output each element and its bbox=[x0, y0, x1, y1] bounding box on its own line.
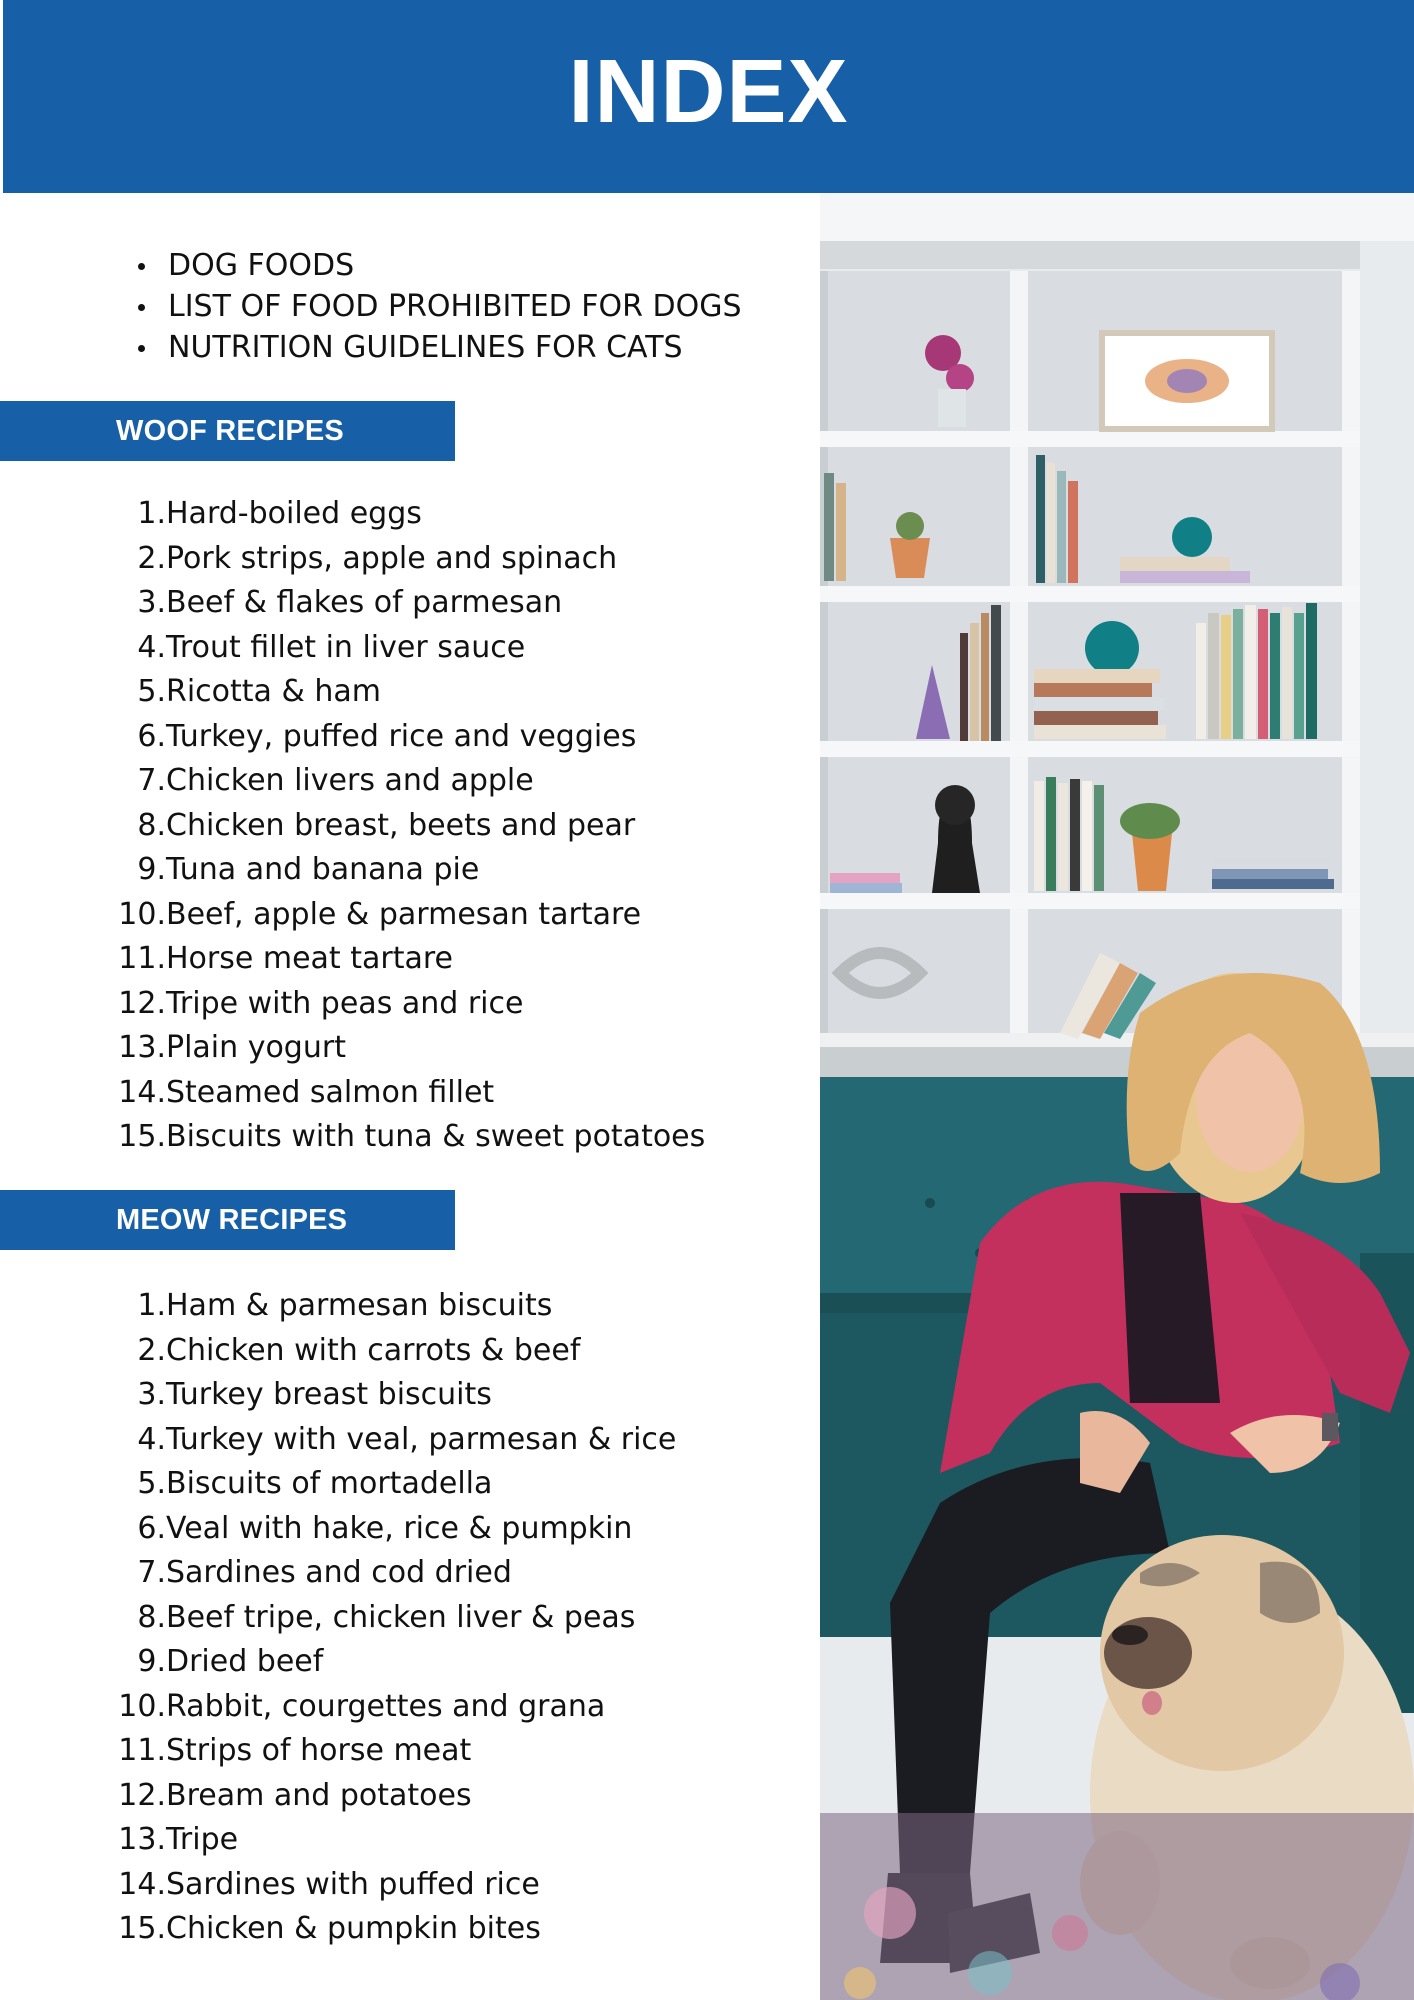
recipe-item bbox=[0, 893, 705, 938]
recipe-item bbox=[0, 1329, 676, 1374]
recipe-item bbox=[0, 537, 705, 582]
bookcase-edge bbox=[820, 271, 828, 1041]
recipe-title: Beef & flakes of parmesan bbox=[166, 585, 563, 620]
recipe-number: 4. bbox=[137, 1421, 166, 1457]
terracotta-pot bbox=[890, 538, 930, 578]
recipe-title: Beef, apple & parmesan tartare bbox=[166, 896, 642, 932]
watch bbox=[1322, 1413, 1338, 1441]
book bbox=[1034, 781, 1044, 891]
book bbox=[1068, 481, 1078, 583]
recipe-number: 5. bbox=[137, 1466, 166, 1501]
recipe-item bbox=[0, 715, 705, 760]
recipe-item bbox=[0, 1640, 676, 1685]
recipe-title: Steamed salmon fillet bbox=[166, 1074, 495, 1110]
recipe-title: Chicken breast, beets and pear bbox=[166, 807, 636, 843]
woman-with-dog-photo bbox=[820, 193, 1414, 2000]
recipe-title: Trout fillet in liver sauce bbox=[166, 629, 526, 665]
recipe-title: Chicken with carrots & beef bbox=[166, 1332, 581, 1368]
recipe-number: 9. bbox=[137, 1644, 166, 1679]
recipe-item bbox=[0, 1373, 676, 1418]
meow-recipe-list bbox=[0, 1284, 676, 1952]
recipe-item bbox=[0, 670, 705, 715]
hanging-plant bbox=[1120, 803, 1180, 839]
sofa-button bbox=[925, 1198, 935, 1208]
recipe-item bbox=[0, 626, 705, 671]
recipe-title: Beef tripe, chicken liver & peas bbox=[166, 1599, 636, 1635]
recipe-title: Chicken & pumpkin bites bbox=[166, 1911, 541, 1946]
recipe-title: Dried beef bbox=[166, 1644, 324, 1679]
book-stack bbox=[1034, 669, 1160, 683]
recipe-item bbox=[0, 1115, 705, 1160]
bullet-item: LIST OF FOOD PROHIBITED FOR DOGS bbox=[134, 286, 742, 327]
recipe-item bbox=[0, 1462, 676, 1507]
recipe-item bbox=[0, 1863, 676, 1908]
photo-illustration bbox=[820, 193, 1414, 2000]
recipe-title: Tuna and banana pie bbox=[166, 852, 480, 887]
woof-recipes-heading bbox=[0, 401, 455, 461]
recipe-title: Tripe bbox=[166, 1822, 239, 1857]
recipe-title: Turkey breast biscuits bbox=[166, 1377, 492, 1412]
recipe-item bbox=[0, 581, 705, 626]
recipe-title: Ricotta & ham bbox=[166, 674, 382, 709]
recipe-number: 15. bbox=[118, 1911, 166, 1946]
woof-recipes-title: WOOF RECIPES bbox=[116, 414, 344, 447]
recipe-number: 12. bbox=[118, 1777, 166, 1813]
recipe-number: 5. bbox=[137, 674, 166, 709]
recipe-item bbox=[0, 1685, 676, 1730]
book bbox=[960, 633, 968, 741]
bookcase-side bbox=[1342, 271, 1360, 1041]
recipe-title: Rabbit, courgettes and grana bbox=[166, 1688, 606, 1724]
recipe-title: Strips of horse meat bbox=[166, 1733, 472, 1768]
recipe-item bbox=[0, 759, 705, 804]
recipe-title: Turkey with veal, parmesan & rice bbox=[166, 1421, 677, 1457]
recipe-number: 4. bbox=[137, 629, 166, 665]
recipe-number: 13. bbox=[118, 1030, 166, 1065]
recipe-title: Tripe with peas and rice bbox=[166, 985, 524, 1021]
recipe-item bbox=[0, 848, 705, 893]
recipe-number: 13. bbox=[118, 1822, 166, 1857]
recipe-number: 7. bbox=[137, 763, 166, 798]
recipe-number: 7. bbox=[137, 1555, 166, 1590]
recipe-item bbox=[0, 1418, 676, 1463]
recipe-number: 10. bbox=[118, 1688, 166, 1724]
meow-recipes-title: MEOW RECIPES bbox=[116, 1203, 348, 1236]
index-content bbox=[0, 193, 820, 2000]
recipe-title: Bream and potatoes bbox=[166, 1777, 472, 1813]
recipe-number: 8. bbox=[137, 1599, 166, 1635]
recipe-number: 8. bbox=[137, 807, 166, 843]
recipe-number: 11. bbox=[118, 941, 166, 976]
recipe-title: Horse meat tartare bbox=[166, 941, 453, 976]
recipe-item bbox=[0, 1026, 705, 1071]
book bbox=[1036, 455, 1045, 583]
recipe-number: 3. bbox=[137, 585, 166, 620]
recipe-title: Veal with hake, rice & pumpkin bbox=[166, 1510, 633, 1546]
recipe-item bbox=[0, 492, 705, 537]
vase bbox=[938, 389, 966, 427]
recipe-number: 1. bbox=[137, 496, 166, 531]
recipe-title: Chicken livers and apple bbox=[166, 763, 534, 798]
shelf bbox=[820, 741, 1360, 757]
recipe-number: 3. bbox=[137, 1377, 166, 1412]
recipe-title: Biscuits with tuna & sweet potatoes bbox=[166, 1119, 706, 1154]
recipe-number: 2. bbox=[137, 1332, 166, 1368]
cabinet-crown bbox=[820, 241, 1360, 269]
recipe-item bbox=[0, 1551, 676, 1596]
recipe-title: Sardines and cod dried bbox=[166, 1555, 512, 1590]
ceiling-trim bbox=[820, 193, 1414, 241]
recipe-item bbox=[0, 804, 705, 849]
page-header bbox=[3, 0, 1414, 193]
recipe-number: 6. bbox=[137, 1510, 166, 1546]
book bbox=[970, 623, 979, 741]
book bbox=[1196, 623, 1206, 739]
recipe-item bbox=[0, 1507, 676, 1552]
bookcase-divider bbox=[1010, 271, 1028, 1041]
book-stack bbox=[1212, 859, 1332, 869]
intro-bullet-list bbox=[134, 245, 742, 368]
recipe-item bbox=[0, 1818, 676, 1863]
recipe-title: Ham & parmesan biscuits bbox=[166, 1288, 553, 1323]
shelf bbox=[820, 586, 1360, 602]
teal-ornament bbox=[1172, 517, 1212, 557]
recipe-title: Biscuits of mortadella bbox=[166, 1466, 493, 1501]
recipe-number: 2. bbox=[137, 540, 166, 576]
book-stack bbox=[830, 873, 900, 883]
book bbox=[991, 605, 1001, 741]
book bbox=[1047, 463, 1055, 583]
recipe-number: 11. bbox=[118, 1733, 166, 1768]
teal-ornament bbox=[1085, 621, 1139, 675]
shelf bbox=[820, 893, 1360, 909]
recipe-title: Hard-boiled eggs bbox=[166, 496, 422, 531]
terracotta-pot bbox=[1132, 833, 1172, 891]
recipe-number: 9. bbox=[137, 852, 166, 887]
recipe-number: 6. bbox=[137, 718, 166, 754]
book bbox=[824, 473, 834, 581]
recipe-number: 14. bbox=[118, 1074, 166, 1110]
recipe-item bbox=[0, 1907, 676, 1952]
recipe-title: Pork strips, apple and spinach bbox=[166, 540, 618, 576]
recipe-number: 12. bbox=[118, 985, 166, 1021]
page-title: INDEX bbox=[568, 41, 849, 142]
book-stack bbox=[1120, 557, 1230, 571]
recipe-number: 10. bbox=[118, 896, 166, 932]
recipe-item bbox=[0, 937, 705, 982]
meow-recipes-heading bbox=[0, 1190, 455, 1250]
shelf bbox=[820, 431, 1360, 447]
book bbox=[981, 613, 989, 741]
recipe-item bbox=[0, 1596, 676, 1641]
recipe-item bbox=[0, 1774, 676, 1819]
recipe-title: Plain yogurt bbox=[166, 1030, 346, 1065]
pug-tongue bbox=[1142, 1691, 1162, 1715]
bullet-item: DOG FOODS bbox=[134, 245, 742, 286]
recipe-title: Sardines with puffed rice bbox=[166, 1866, 540, 1902]
recipe-item bbox=[0, 982, 705, 1027]
recipe-item bbox=[0, 1284, 676, 1329]
bullet-item: NUTRITION GUIDELINES FOR CATS bbox=[134, 327, 742, 368]
book bbox=[1057, 471, 1066, 583]
pug-muzzle bbox=[1104, 1617, 1192, 1689]
small-plant bbox=[896, 512, 924, 540]
recipe-number: 1. bbox=[137, 1288, 166, 1323]
book bbox=[836, 483, 846, 581]
woof-recipe-list bbox=[0, 492, 705, 1160]
recipe-item bbox=[0, 1729, 676, 1774]
recipe-number: 14. bbox=[118, 1866, 166, 1902]
recipe-number: 15. bbox=[118, 1119, 166, 1154]
recipe-item bbox=[0, 1071, 705, 1116]
recipe-title: Turkey, puffed rice and veggies bbox=[166, 718, 637, 754]
